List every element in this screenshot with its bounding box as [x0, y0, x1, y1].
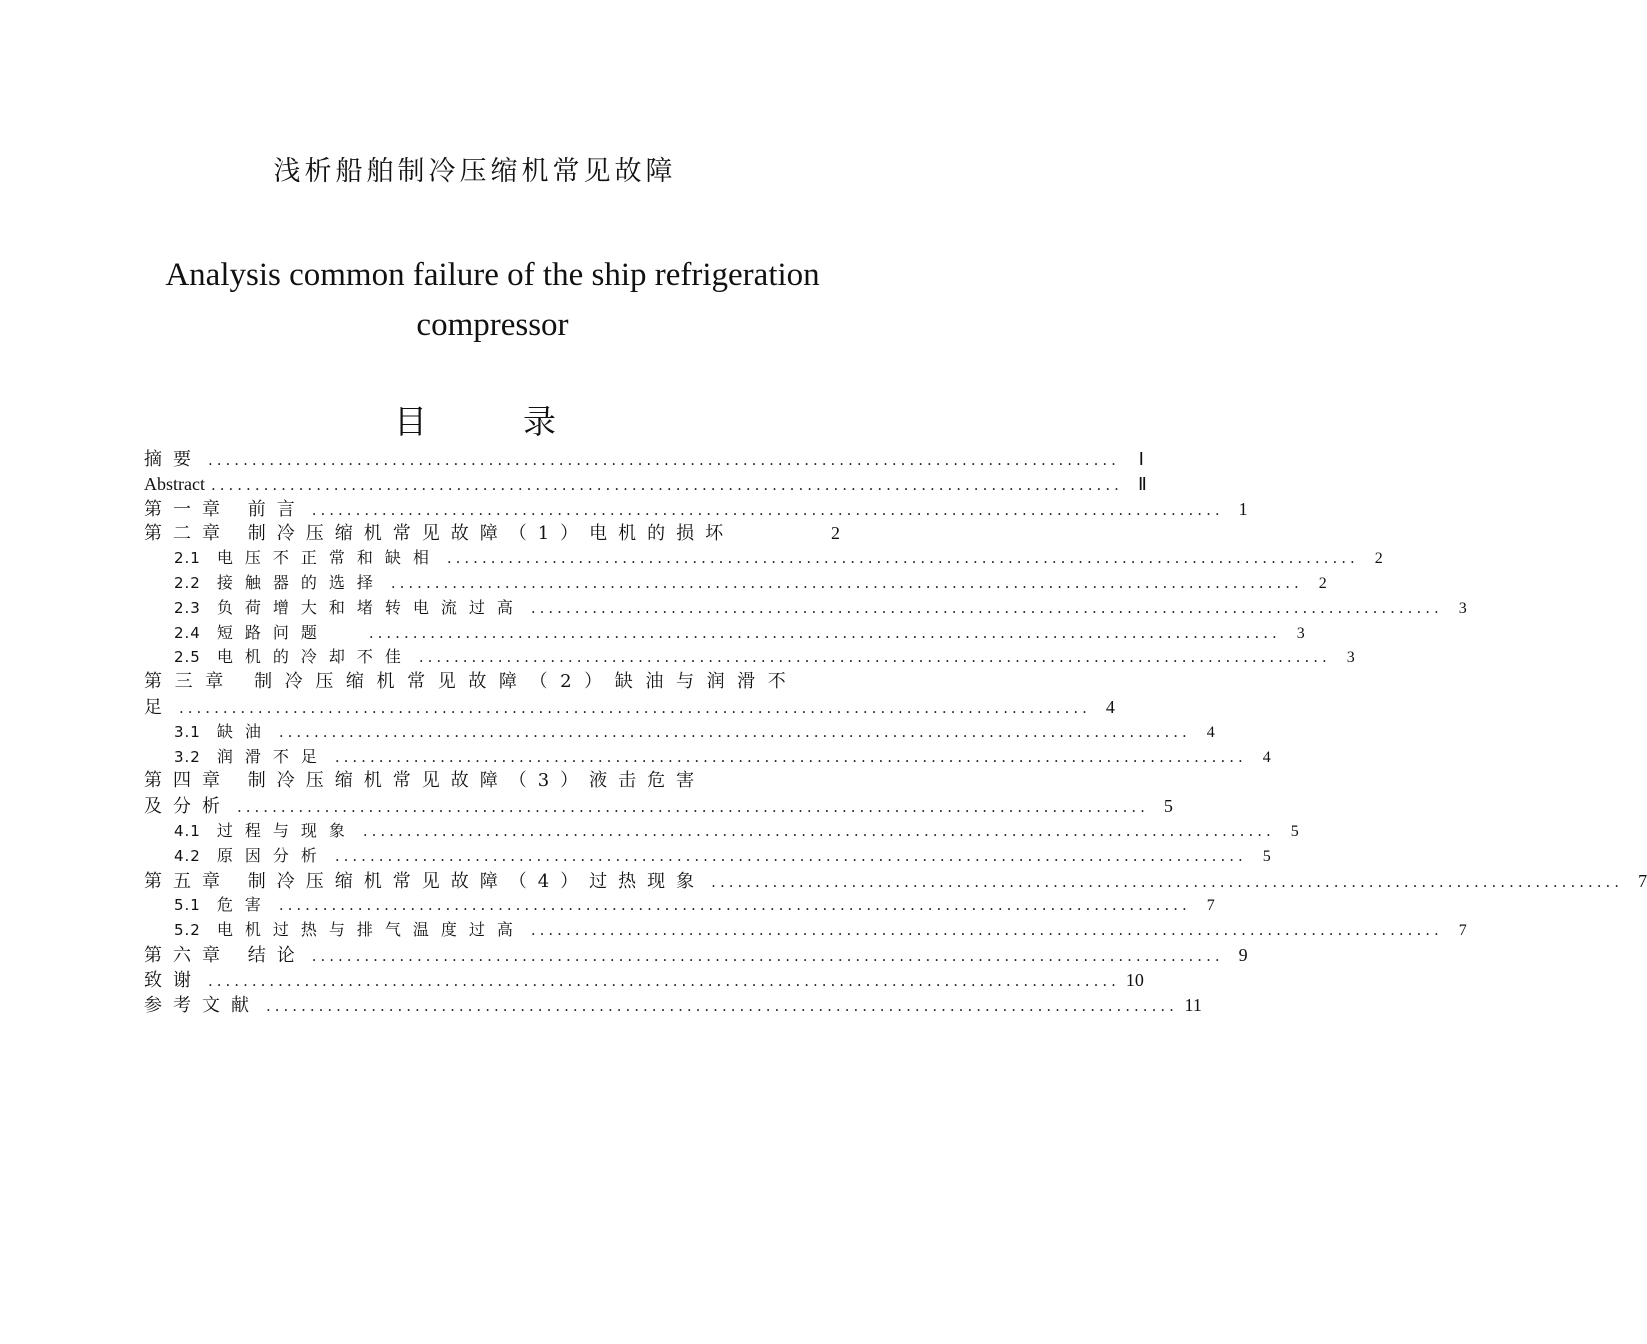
toc-entry-label: 第二章 制冷压缩机常见故障（1）电机的损坏 [144, 523, 735, 545]
toc-heading [0, 398, 950, 446]
toc-entry[interactable] [144, 621, 1305, 646]
toc-entry-label: Abstract [144, 473, 205, 494]
toc-heading-char-2: 录 [523, 402, 556, 441]
toc-leader-dots: ........................................................................................................ [278, 722, 1191, 741]
toc-entry-label: 润滑不足 [216, 746, 329, 766]
toc-section-number: 3.2 [174, 747, 201, 766]
toc-page-number: 4 [1105, 696, 1115, 717]
toc-entry-label: 第六章 结论 [144, 944, 306, 966]
toc-section-number: 2.3 [174, 598, 201, 617]
toc-leader-dots: ........................................................................................................ [334, 747, 1247, 766]
toc-entry-label: 第三章 制冷压缩机常见故障（2）缺油与润滑不 [144, 671, 799, 693]
toc-page-number: 3 [1458, 599, 1467, 617]
toc-entry-label: 原因分析 [216, 845, 329, 865]
toc-entry-label: 负荷增大和堵转电流过高 [216, 597, 525, 617]
toc-entry-label: 第五章 制冷压缩机常见故障（4）过热现象 [144, 870, 706, 892]
chinese-title: 浅析船舶制冷压缩机常见故障 [273, 156, 677, 187]
toc-leader-dots: ........................................................................................................ [418, 648, 1331, 667]
toc-heading-char-1: 目 [394, 402, 427, 441]
toc-page-number: 10 [1125, 969, 1144, 990]
toc-page-number: 7 [1206, 897, 1215, 915]
toc-entry[interactable] [144, 769, 840, 794]
toc-entry[interactable] [144, 645, 1355, 670]
toc-page-number: 4 [1206, 723, 1215, 741]
toc-entry[interactable] [144, 893, 1215, 918]
toc-page-number: 5 [1290, 822, 1299, 840]
toc-entry[interactable] [144, 497, 1248, 522]
toc-section-number: 5.2 [174, 921, 201, 940]
toc-entry-label: 危害 [216, 895, 273, 915]
toc-leader-dots: ........................................................................................................ [311, 946, 1224, 965]
toc-page-number: 2 [831, 523, 840, 544]
toc-entry[interactable] [144, 844, 1271, 869]
toc-leader-dots: ........................................................................................................ [278, 896, 1191, 915]
toc-page-number: 4 [1262, 748, 1271, 766]
toc-entry[interactable] [144, 546, 1383, 571]
toc-leader-dots: ........................................................................................................ [208, 451, 1120, 469]
toc-leader-dots: ........................................................................................................ [179, 698, 1091, 717]
toc-leader-dots: ........................................................................................................ [390, 573, 1303, 592]
toc-entry-label: 第一章 前言 [144, 498, 306, 520]
toc-leader-dots: ........................................................................................................ [368, 623, 1281, 642]
toc-section-number: 3.1 [174, 722, 201, 741]
toc-section-number: 4.1 [174, 821, 201, 840]
toc-entry-label: 致谢 [144, 969, 202, 991]
toc-entry[interactable] [144, 596, 1467, 621]
toc-entry[interactable] [144, 447, 1144, 472]
toc-entry[interactable] [144, 943, 1248, 968]
toc-page-number: Ⅰ [1138, 449, 1144, 469]
toc-entry[interactable] [144, 720, 1215, 745]
toc-page-number: Ⅱ [1138, 473, 1147, 494]
toc-page-number: 1 [1238, 498, 1248, 519]
toc-entry[interactable] [144, 968, 1144, 993]
toc-leader-dots: ........................................................................................................ [210, 475, 1123, 494]
toc-section-number: 2.4 [174, 623, 201, 642]
toc-entry[interactable] [144, 521, 840, 546]
toc-entry-label: 足 [144, 696, 173, 718]
toc-entry-label: 缺油 [216, 721, 273, 741]
toc-leader-dots: ........................................................................................................ [208, 971, 1120, 990]
toc-section-number: 2.1 [174, 549, 201, 568]
toc-entry[interactable] [144, 571, 1327, 596]
toc-leader-dots: ........................................................................................................ [334, 846, 1247, 865]
toc-leader-dots: ........................................................................................................ [446, 549, 1359, 568]
toc-entry[interactable] [144, 819, 1299, 844]
toc-page-number: 5 [1163, 796, 1173, 817]
english-title: Analysis common failure of the ship refrigeration compressor [165, 257, 820, 343]
toc-leader-dots: ........................................................................................................ [266, 996, 1178, 1015]
table-of-contents [144, 447, 1647, 1017]
toc-entry-label: 电机的冷却不佳 [216, 647, 413, 667]
toc-leader-dots: ........................................................................................................ [237, 798, 1149, 817]
toc-entry[interactable] [144, 472, 1147, 497]
toc-entry-label: 摘要 [144, 449, 202, 470]
toc-leader-dots: ........................................................................................................ [311, 500, 1224, 519]
toc-entry-label: 过程与现象 [216, 820, 357, 840]
toc-entry-label: 接触器的选择 [216, 572, 385, 592]
toc-entry[interactable] [144, 745, 1271, 770]
toc-entry[interactable] [144, 918, 1467, 943]
toc-page-number: 11 [1184, 994, 1202, 1015]
toc-entry[interactable] [144, 993, 1202, 1018]
toc-section-number: 2.5 [174, 648, 201, 667]
toc-section-number: 2.2 [174, 573, 201, 592]
toc-entry-label: 电压不正常和缺相 [216, 548, 441, 568]
toc-entry-label: 电机过热与排气温度过高 [216, 920, 525, 940]
toc-leader-dots: ........................................................................................................ [362, 821, 1275, 840]
toc-page-number: 2 [1318, 574, 1327, 592]
toc-entry-label: 第四章 制冷压缩机常见故障（3）液击危害 [144, 770, 706, 792]
toc-leader-dots: ........................................................................................................ [530, 598, 1443, 617]
toc-entry[interactable] [144, 869, 1647, 894]
toc-section-number: 5.1 [174, 896, 201, 915]
toc-leader-dots: ........................................................................................................ [530, 921, 1443, 940]
toc-section-number: 4.2 [174, 846, 201, 865]
toc-entry-label: 短路问题 [216, 622, 329, 642]
toc-entry-continued[interactable] [144, 695, 1115, 720]
toc-page-number: 7 [1638, 870, 1647, 891]
toc-entry-continued[interactable] [144, 794, 1173, 819]
toc-page-number: 3 [1346, 649, 1355, 667]
toc-page-number: 5 [1262, 847, 1271, 865]
toc-page-number: 7 [1458, 922, 1467, 940]
toc-leader-dots: ........................................................................................................ [711, 872, 1624, 891]
toc-page-number: 3 [1296, 624, 1305, 642]
toc-page-number: 2 [1374, 550, 1383, 568]
toc-page-number: 9 [1238, 944, 1248, 965]
toc-entry-label: 参考文献 [144, 994, 260, 1016]
toc-entry-label: 及分析 [144, 796, 231, 818]
toc-entry[interactable] [144, 670, 840, 695]
